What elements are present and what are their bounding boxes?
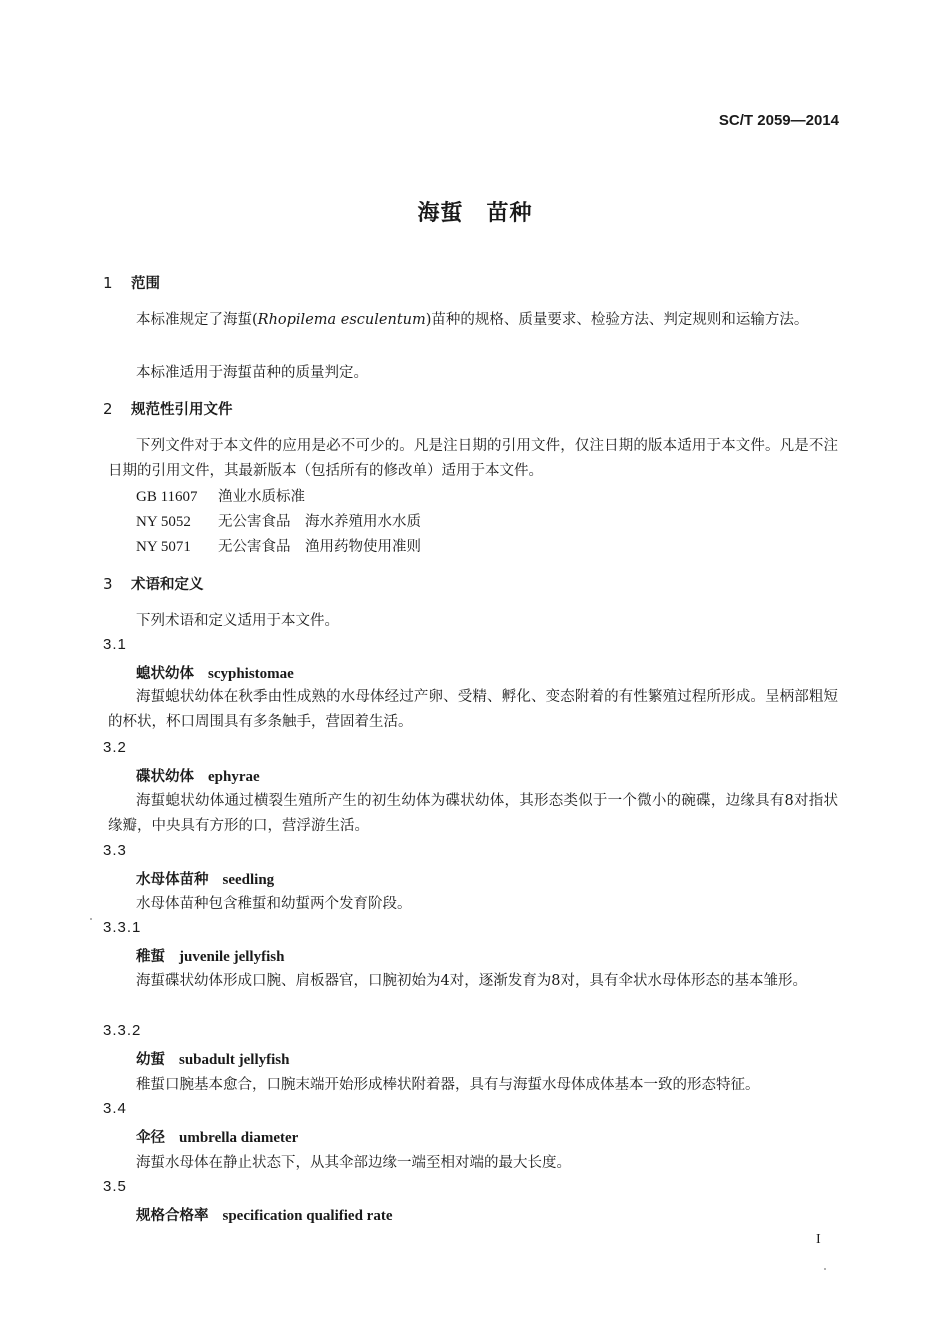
section-1-heading	[103, 272, 160, 293]
clause-number: 3.5	[103, 1178, 127, 1195]
term-heading	[136, 662, 294, 683]
standard-number: SC/T 2059—2014	[718, 112, 839, 129]
text-run: )苗种的规格、质量要求、检验方法、判定规则和运输方法。	[425, 312, 809, 328]
ref-title: 无公害食品 海水养殖用水水质	[218, 514, 421, 530]
normative-refs-paragraph: 下列文件对于本文件的应用是必不可少的。凡是注日期的引用文件，仅注日期的版本适用于本文件。凡是不注日期的引用文件，其最新版本（包括所有的修改单）适用于本文件。	[108, 438, 838, 479]
term-en: ephyrae	[208, 769, 260, 785]
species-name: Rhopilema esculentum	[257, 312, 426, 328]
section-2-heading	[103, 398, 233, 419]
term-zh: 规格合格率	[136, 1208, 209, 1224]
reference-item	[136, 510, 421, 531]
clause-number: 3.3.2	[103, 1022, 142, 1039]
section-3-heading	[103, 573, 204, 594]
ref-code: NY 5071	[136, 539, 191, 555]
term-en: specification qualified rate	[222, 1208, 393, 1224]
term-en: umbrella diameter	[179, 1130, 299, 1146]
text-run: 本标准规定了海蜇(	[136, 312, 258, 328]
term-zh: 水母体苗种	[136, 872, 209, 888]
terms-intro: 下列术语和定义适用于本文件。	[136, 613, 339, 629]
term-definition: 海蜇水母体在静止状态下，从其伞部边缘一端至相对端的最大长度。	[136, 1155, 571, 1171]
ref-code: GB 11607	[136, 489, 198, 505]
section-number: 1	[103, 274, 113, 292]
term-heading	[136, 1048, 289, 1069]
ref-code: NY 5052	[136, 514, 191, 530]
scope-applicability: 本标准适用于海蜇苗种的质量判定。	[136, 365, 368, 381]
ref-title: 无公害食品 渔用药物使用准则	[218, 539, 421, 555]
term-definition: 海蜇螅状幼体在秋季由性成熟的水母体经过产卵、受精、孵化、变态附着的有性繁殖过程所形成。呈柄部粗短的杯状，杯口周围具有多条触手，营固着生活。	[108, 689, 838, 730]
term-zh: 幼蜇	[136, 1052, 165, 1068]
term-en: seedling	[222, 872, 275, 888]
ref-title: 渔业水质标准	[218, 489, 305, 505]
term-heading	[136, 945, 284, 966]
term-definition: 海蜇碟状幼体形成口腕、肩板器官，口腕初始为4对，逐渐发育为8对，具有伞状水母体形态的基本雏形。	[136, 973, 807, 989]
scan-speck	[824, 1268, 826, 1270]
term-heading	[136, 765, 260, 786]
reference-item	[136, 535, 421, 556]
term-zh: 伞径	[136, 1130, 165, 1146]
term-heading	[136, 1126, 298, 1147]
term-en: subadult jellyfish	[179, 1052, 290, 1068]
term-zh: 稚蜇	[136, 949, 165, 965]
document-title: 海蜇 苗种	[417, 201, 533, 226]
term-definition: 海蜇螅状幼体通过横裂生殖所产生的初生幼体为碟状幼体，其形态类似于一个微小的碗碟，边缘具有8对指状缘瓣，中央具有方形的口，营浮游生活。	[108, 793, 838, 834]
term-definition: 稚蜇口腕基本愈合，口腕末端开始形成棒状附着器，具有与海蜇水母体成体基本一致的形态特征。	[136, 1077, 760, 1093]
section-title: 范围	[131, 276, 160, 292]
term-heading	[136, 868, 274, 889]
section-number: 2	[103, 400, 113, 418]
clause-number: 3.2	[103, 739, 127, 756]
clause-number: 3.3.1	[103, 919, 142, 936]
term-zh: 螅状幼体	[136, 666, 194, 682]
section-title: 规范性引用文件	[131, 402, 233, 418]
term-en: scyphistomae	[208, 666, 294, 682]
scan-speck	[90, 918, 92, 920]
page-number: I	[816, 1232, 821, 1247]
section-number: 3	[103, 575, 113, 593]
clause-number: 3.4	[103, 1100, 127, 1117]
term-zh: 碟状幼体	[136, 769, 194, 785]
clause-number: 3.1	[103, 636, 127, 653]
scope-paragraph	[108, 308, 838, 333]
term-definition: 水母体苗种包含稚蜇和幼蜇两个发育阶段。	[136, 896, 412, 912]
reference-item	[136, 485, 305, 506]
term-en: juvenile jellyfish	[179, 949, 285, 965]
section-title: 术语和定义	[131, 577, 204, 593]
clause-number: 3.3	[103, 842, 127, 859]
term-heading	[136, 1204, 392, 1225]
